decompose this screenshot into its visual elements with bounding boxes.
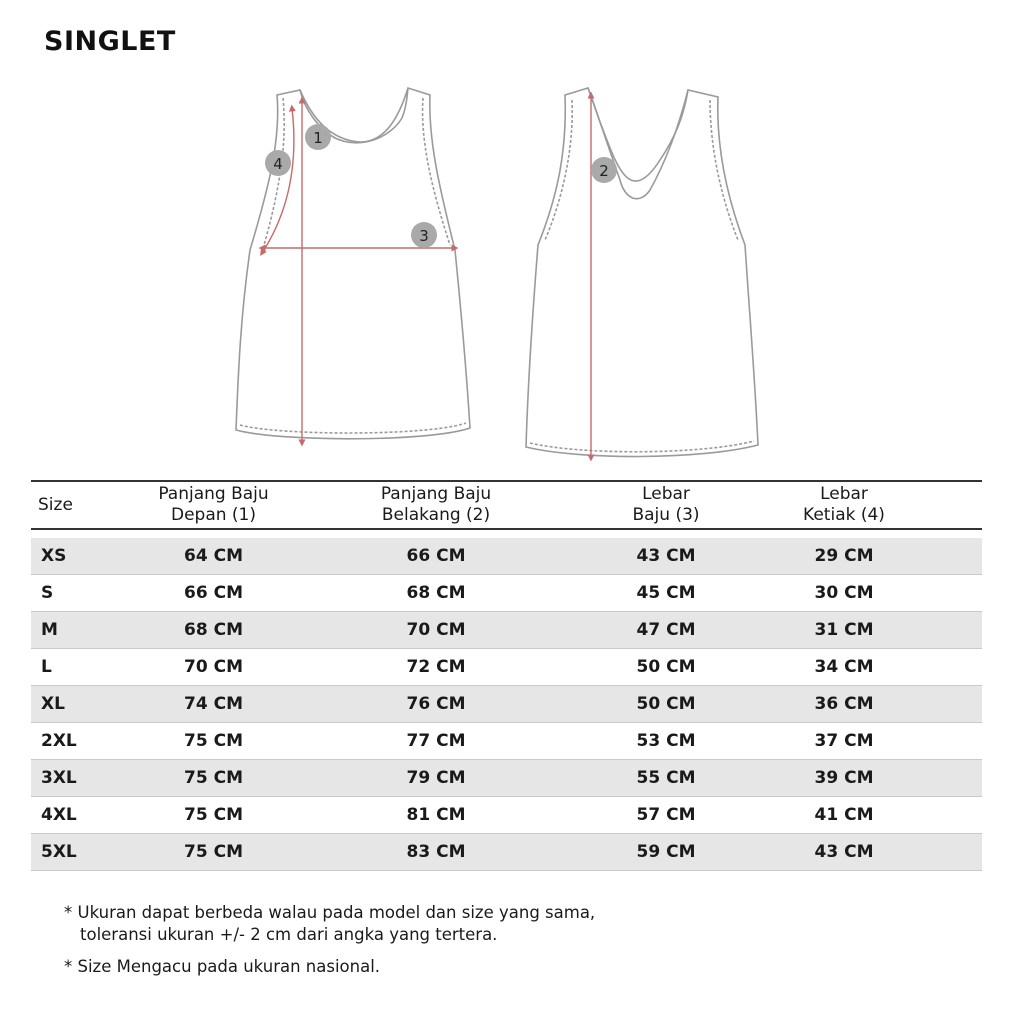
cell-front-length: 75 CM xyxy=(116,834,311,871)
header-size-label: Size xyxy=(38,494,73,515)
cell-armpit-width: 39 CM xyxy=(771,760,917,797)
cell-armpit-width: 36 CM xyxy=(771,686,917,723)
badge-4-label: 4 xyxy=(273,155,283,173)
tolerance-note-line1: * Ukuran dapat berbeda walau pada model dan size yang sama, xyxy=(64,903,596,922)
cell-shirt-width: 43 CM xyxy=(561,538,771,575)
table-header-row xyxy=(31,481,982,529)
header-empty xyxy=(917,481,982,529)
badge-1 xyxy=(305,124,331,150)
header-front-length-line1: Panjang Baju xyxy=(158,484,269,504)
size-chart-table xyxy=(31,480,982,871)
cell-front-length: 64 CM xyxy=(116,538,311,575)
table-row xyxy=(31,797,982,834)
cell-size: M xyxy=(31,612,116,649)
cell-front-length: 75 CM xyxy=(116,760,311,797)
badge-2-label: 2 xyxy=(599,162,609,180)
page-title: SINGLET xyxy=(44,26,176,57)
header-shirt-width-line2: Baju (3) xyxy=(632,505,700,525)
badge-2 xyxy=(591,157,617,183)
cell-size: 4XL xyxy=(31,797,116,834)
cell-shirt-width: 53 CM xyxy=(561,723,771,760)
cell-size: XS xyxy=(31,538,116,575)
cell-front-length: 68 CM xyxy=(116,612,311,649)
cell-armpit-width: 29 CM xyxy=(771,538,917,575)
cell-shirt-width: 45 CM xyxy=(561,575,771,612)
cell-armpit-width: 41 CM xyxy=(771,797,917,834)
singlet-diagram xyxy=(0,0,1024,470)
table-row xyxy=(31,612,982,649)
cell-armpit-width: 30 CM xyxy=(771,575,917,612)
table-row xyxy=(31,575,982,612)
front-measure-lines xyxy=(262,100,455,443)
table-row xyxy=(31,760,982,797)
cell-back-length: 79 CM xyxy=(311,760,561,797)
cell-size: L xyxy=(31,649,116,686)
cell-front-length: 75 CM xyxy=(116,723,311,760)
cell-armpit-width: 43 CM xyxy=(771,834,917,871)
header-back-length-line1: Panjang Baju xyxy=(380,484,492,504)
header-armpit-width xyxy=(771,481,917,529)
front-singlet-outline xyxy=(236,88,470,439)
badge-3-label: 3 xyxy=(419,227,429,245)
cell-size: 2XL xyxy=(31,723,116,760)
cell-back-length: 70 CM xyxy=(311,612,561,649)
badge-3 xyxy=(411,222,437,248)
national-size-note: * Size Mengacu pada ukuran nasional. xyxy=(64,957,381,976)
header-size xyxy=(31,481,116,529)
header-shirt-width-line1: Lebar xyxy=(642,484,690,504)
cell-back-length: 66 CM xyxy=(311,538,561,575)
cell-size: 5XL xyxy=(31,834,116,871)
tolerance-note-line2: toleransi ukuran +/- 2 cm dari angka yang tertera. xyxy=(80,925,498,944)
cell-size: S xyxy=(31,575,116,612)
cell-size: XL xyxy=(31,686,116,723)
cell-front-length: 74 CM xyxy=(116,686,311,723)
cell-size: 3XL xyxy=(31,760,116,797)
cell-shirt-width: 50 CM xyxy=(561,649,771,686)
cell-front-length: 75 CM xyxy=(116,797,311,834)
back-singlet-outline xyxy=(526,88,758,457)
header-front-length xyxy=(116,481,311,529)
cell-shirt-width: 59 CM xyxy=(561,834,771,871)
table-row xyxy=(31,538,982,575)
cell-back-length: 68 CM xyxy=(311,575,561,612)
cell-shirt-width: 47 CM xyxy=(561,612,771,649)
cell-back-length: 83 CM xyxy=(311,834,561,871)
badge-1-label: 1 xyxy=(313,129,323,147)
header-shirt-width xyxy=(561,481,771,529)
cell-armpit-width: 37 CM xyxy=(771,723,917,760)
cell-armpit-width: 31 CM xyxy=(771,612,917,649)
cell-back-length: 81 CM xyxy=(311,797,561,834)
header-armpit-width-line2: Ketiak (4) xyxy=(803,505,885,525)
cell-shirt-width: 57 CM xyxy=(561,797,771,834)
table-row xyxy=(31,723,982,760)
cell-shirt-width: 50 CM xyxy=(561,686,771,723)
table-row xyxy=(31,649,982,686)
header-armpit-width-line1: Lebar xyxy=(820,484,868,504)
cell-front-length: 70 CM xyxy=(116,649,311,686)
table-row xyxy=(31,686,982,723)
badge-4 xyxy=(265,150,291,176)
footnotes xyxy=(64,902,595,988)
cell-front-length: 66 CM xyxy=(116,575,311,612)
cell-shirt-width: 55 CM xyxy=(561,760,771,797)
cell-back-length: 76 CM xyxy=(311,686,561,723)
cell-armpit-width: 34 CM xyxy=(771,649,917,686)
header-back-length xyxy=(311,481,561,529)
tolerance-note xyxy=(64,902,595,946)
table-row xyxy=(31,834,982,871)
cell-back-length: 77 CM xyxy=(311,723,561,760)
header-back-length-line2: Belakang (2) xyxy=(381,505,491,525)
header-front-length-line2: Depan (1) xyxy=(170,505,257,525)
cell-back-length: 72 CM xyxy=(311,649,561,686)
